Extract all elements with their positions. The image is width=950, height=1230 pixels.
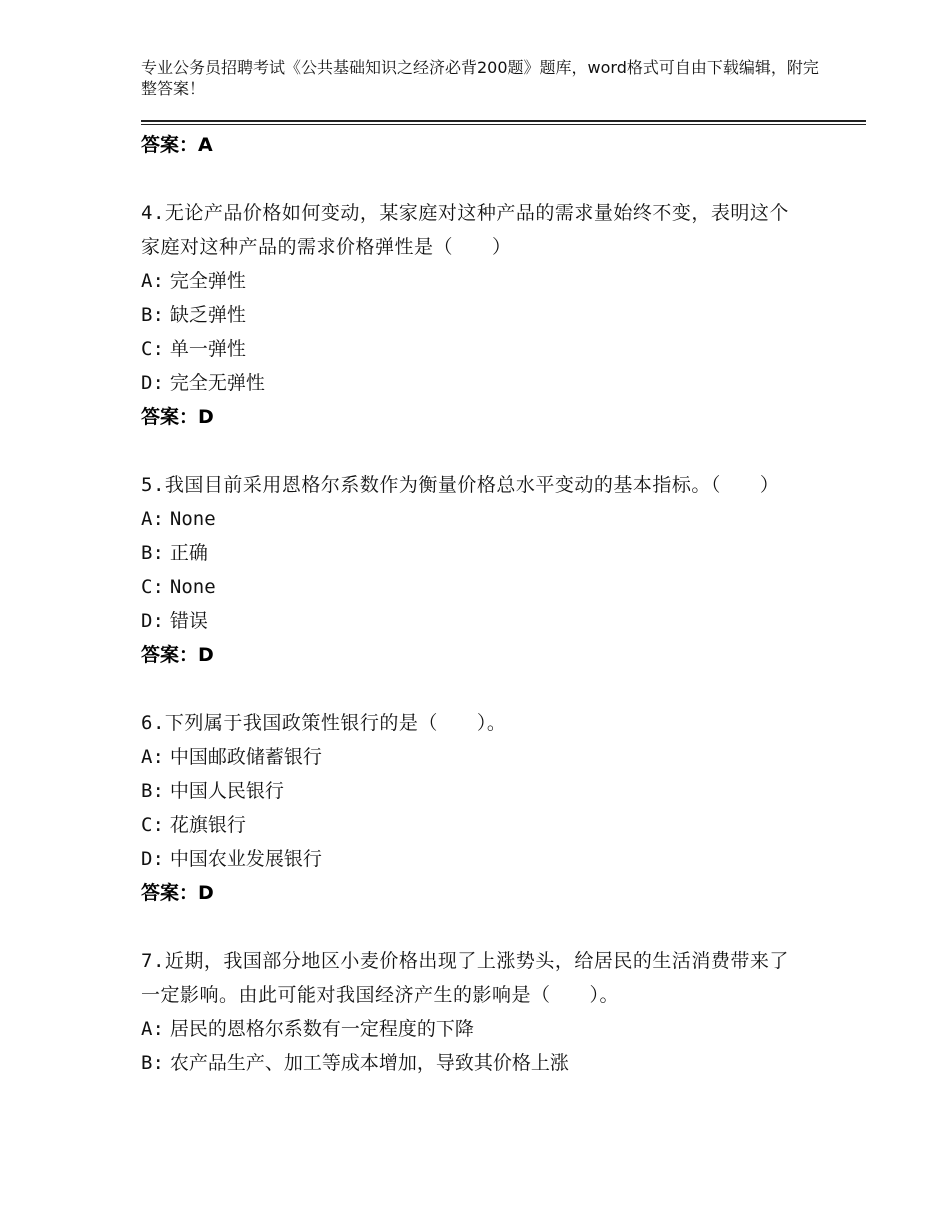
- option-d: [141, 604, 801, 638]
- question-stem: 7.近期，我国部分地区小麦价格出现了上涨势头，给居民的生活消费带来了一定影响。由此可能对我国经济产生的影响是（ ）。: [141, 950, 789, 1006]
- option-b: [141, 1046, 801, 1080]
- option-a: [141, 502, 801, 536]
- question-list: [141, 128, 801, 1080]
- option-text: 正确: [169, 542, 208, 564]
- option-b: [141, 774, 801, 808]
- option-text: 中国邮政储蓄银行: [169, 746, 322, 768]
- answer-label: 答案：D: [141, 644, 214, 666]
- question-item: [141, 944, 801, 1080]
- option-letter: A:: [141, 1018, 164, 1040]
- question-item: [141, 468, 801, 672]
- question-item: [141, 196, 801, 434]
- document-header: [141, 57, 821, 99]
- option-text: 完全弹性: [169, 270, 246, 292]
- option-letter: C:: [141, 576, 164, 598]
- option-text: None: [169, 508, 216, 530]
- option-text: 居民的恩格尔系数有一定程度的下降: [169, 1018, 474, 1040]
- question-stem: 4.无论产品价格如何变动，某家庭对这种产品的需求量始终不变，表明这个家庭对这种产品的需求价格弹性是（ ）: [141, 202, 789, 258]
- header-text: 专业公务员招聘考试《公共基础知识之经济必背200题》题库，word格式可自由下载编辑，附完整答案！: [141, 58, 819, 98]
- option-letter: D:: [141, 372, 164, 394]
- option-d: [141, 366, 801, 400]
- option-a: [141, 740, 801, 774]
- option-text: 完全无弹性: [169, 372, 265, 394]
- option-letter: A:: [141, 508, 164, 530]
- option-letter: D:: [141, 610, 164, 632]
- option-text: 农产品生产、加工等成本增加，导致其价格上涨: [169, 1052, 569, 1074]
- option-text: 单一弹性: [169, 338, 246, 360]
- answer-label: 答案：D: [141, 406, 214, 428]
- answer-label: 答案：A: [141, 134, 213, 156]
- question-stem: 5.我国目前采用恩格尔系数作为衡量价格总水平变动的基本指标。（ ）: [141, 474, 780, 496]
- option-text: 错误: [169, 610, 208, 632]
- option-a: [141, 264, 801, 298]
- option-c: [141, 808, 801, 842]
- header-divider-thin: [141, 124, 866, 125]
- option-c: [141, 332, 801, 366]
- option-text: 花旗银行: [169, 814, 246, 836]
- question-item: [141, 706, 801, 910]
- question-stem: 6.下列属于我国政策性银行的是（ ）。: [141, 712, 507, 734]
- option-letter: B:: [141, 780, 164, 802]
- option-text: 缺乏弹性: [169, 304, 246, 326]
- option-letter: B:: [141, 542, 164, 564]
- option-text: None: [169, 576, 216, 598]
- option-text: 中国农业发展银行: [169, 848, 322, 870]
- option-letter: C:: [141, 338, 164, 360]
- answer-label: 答案：D: [141, 882, 214, 904]
- option-letter: C:: [141, 814, 164, 836]
- header-divider-thick: [141, 120, 866, 122]
- option-letter: A:: [141, 746, 164, 768]
- option-letter: B:: [141, 304, 164, 326]
- option-b: [141, 298, 801, 332]
- option-letter: D:: [141, 848, 164, 870]
- option-text: 中国人民银行: [169, 780, 284, 802]
- option-c: [141, 570, 801, 604]
- option-letter: B:: [141, 1052, 164, 1074]
- option-d: [141, 842, 801, 876]
- option-letter: A:: [141, 270, 164, 292]
- option-a: [141, 1012, 801, 1046]
- option-b: [141, 536, 801, 570]
